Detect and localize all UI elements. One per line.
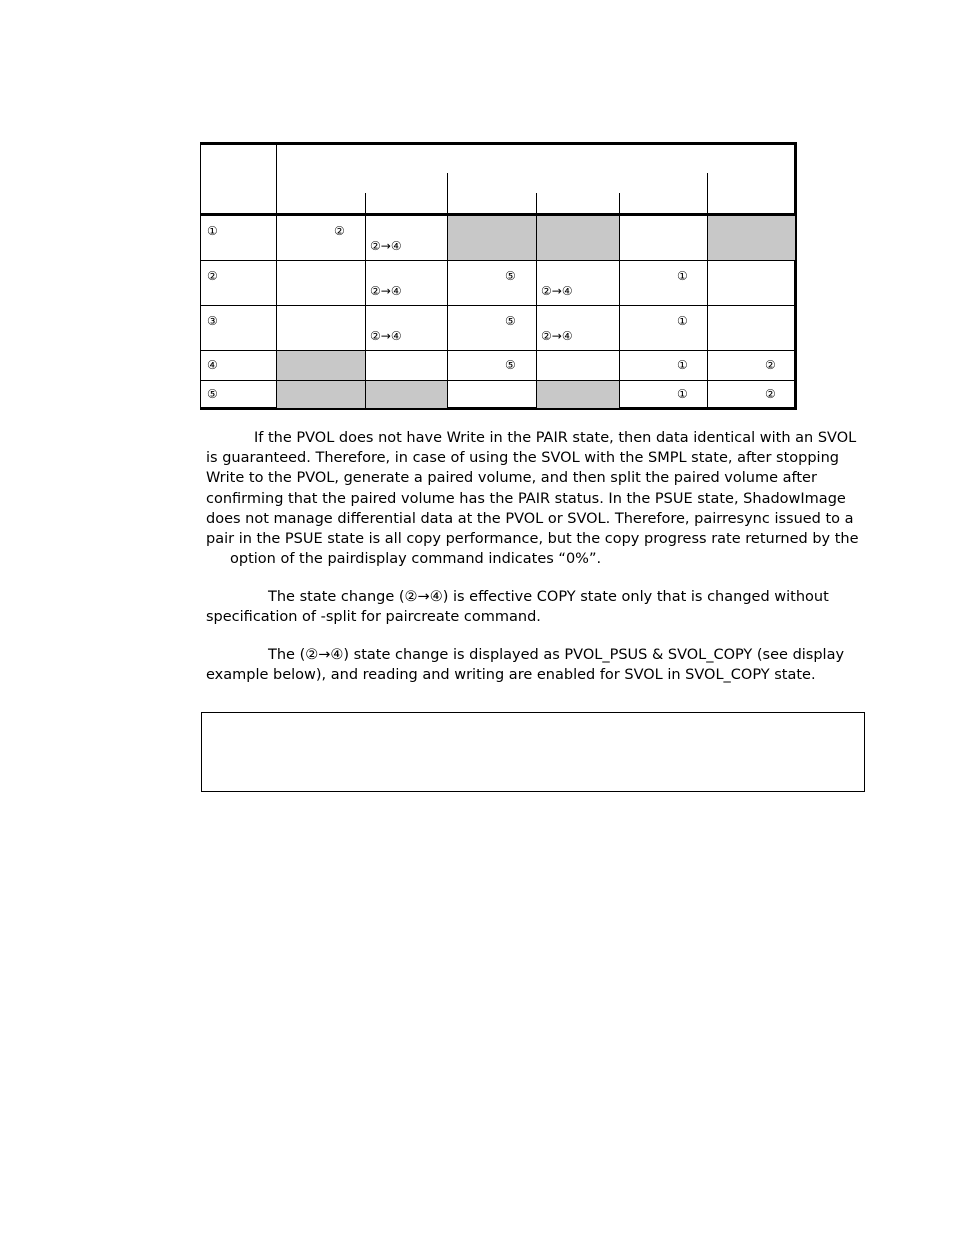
grid-line [276,145,277,408]
shaded-cell [536,380,619,408]
paragraph-text: The (②→④) state change is displayed as PVOL_PSUS & SVOL_COPY (see display example below), and reading and writing are enabled for SVOL in SVOL_COPY state. [206,647,845,684]
row-state-label: ② [207,269,218,283]
row-divider [201,350,795,351]
table-cell-transition: ②→④ [541,284,573,298]
body-paragraph-pvol-write [206,428,861,569]
table-cell-symbol: ① [677,387,688,401]
shaded-cell [536,215,619,260]
paragraph-text: If the PVOL does not have Write in the PAIR state, then data identical with an SVOL is guaranteed. Therefore, in case of using the SVOL with the SMPL state, after stopping Write to the PVOL, generate a paired volume, and then split the paired volume after confirming that the paired volume has the PAIR status. In the PSUE state, ShadowImage does not manage differential data at the PVOL or SVOL. Therefore, pairresync issued to a pair in the PSUE state is all copy performance, but the copy progress rate returned by the [206,430,859,548]
row-state-label: ① [207,224,218,238]
shaded-cell [276,380,365,408]
table-cell-symbol: ① [677,314,688,328]
row-divider [201,380,795,381]
table-cell-symbol: ① [677,269,688,283]
row-divider [201,260,795,261]
table-cell-transition: ②→④ [370,329,402,343]
table-cell-symbol: ① [677,358,688,372]
row-state-label: ④ [207,358,218,372]
body-paragraph-state-change-note [206,587,861,627]
state-transition-table [200,142,797,410]
header-bottom-rule [201,213,795,216]
row-state-label: ⑤ [207,387,218,401]
grid-line [619,193,620,408]
grid-line [536,193,537,408]
body-paragraph-display-note [206,645,861,685]
display-example-box [201,712,865,792]
paragraph-text: The state change (②→④) is effective COPY state only that is changed without specification of -split for paircreate command. [206,589,829,626]
paragraph-text: option of the pairdisplay command indicates “0%”. [230,551,602,568]
table-cell-symbol: ② [765,358,776,372]
table-cell-symbol: ⑤ [505,314,516,328]
table-cell-transition: ②→④ [370,239,402,253]
table-cell-symbol: ② [765,387,776,401]
shaded-cell [447,215,536,260]
shaded-cell [276,350,365,380]
grid-line [365,193,366,408]
row-state-label: ③ [207,314,218,328]
table-cell-symbol: ② [334,224,345,238]
table-cell-transition: ②→④ [370,284,402,298]
grid-line [707,173,708,408]
table-cell-symbol: ⑤ [505,358,516,372]
shaded-cell [707,215,795,260]
table-cell-transition: ②→④ [541,329,573,343]
shaded-cell [365,380,447,408]
table-cell-symbol: ⑤ [505,269,516,283]
row-divider [201,305,795,306]
grid-line [447,173,448,408]
